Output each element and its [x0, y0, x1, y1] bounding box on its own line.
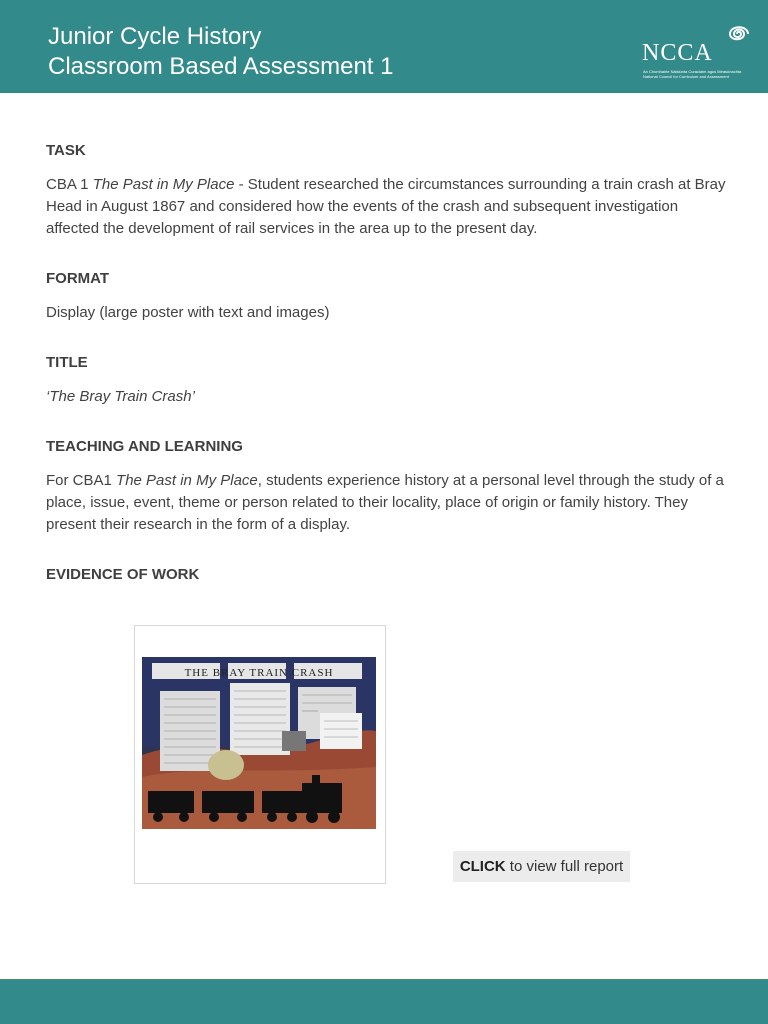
page-title [48, 22, 393, 82]
title-heading: TITLE [46, 354, 88, 371]
cba-name: The Past in My Place [92, 176, 235, 193]
poster-image [142, 657, 376, 829]
logo-subtitle: An Chomhairle Náisiúnta Curaclaim agus Measúnachta National Council for Curriculum and Assessment [643, 69, 742, 79]
format-text: Display (large poster with text and images) [46, 304, 330, 321]
task-heading: TASK [46, 142, 86, 159]
title-text: ‘The Bray Train Crash’ [46, 388, 195, 405]
title-line-1: Junior Cycle History [48, 23, 262, 50]
spiral-logo-icon [722, 22, 752, 46]
main-content [46, 141, 726, 598]
page-header [0, 0, 768, 93]
view-full-report-button[interactable]: CLICK to view full report [453, 851, 630, 882]
page-footer [0, 979, 768, 1024]
ncca-logo [642, 22, 754, 80]
task-text: CBA 1 The Past in My Place - Student researched the circumstances surrounding a train crash at Bray Head in August 1867 and considered how the events of the crash and subsequent investigation affected the development of rail services in the area up to the present day. [46, 176, 726, 237]
title-line-2: Classroom Based Assessment 1 [48, 53, 394, 80]
teaching-heading: TEACHING AND LEARNING [46, 438, 243, 455]
logo-wordmark: NCCA [642, 40, 713, 66]
format-heading: FORMAT [46, 270, 110, 287]
evidence-heading: EVIDENCE OF WORK [46, 566, 200, 583]
poster-title: THE BRAY TRAIN CRASH [184, 667, 334, 679]
poster-title-banner [152, 663, 362, 679]
teaching-text: For CBA1 The Past in My Place, students experience history at a personal level through the study of a place, issue, event, theme or person related to their locality, place of origin or family history. They present their research in the form of a display. [46, 472, 724, 533]
evidence-thumbnail[interactable] [134, 625, 386, 884]
